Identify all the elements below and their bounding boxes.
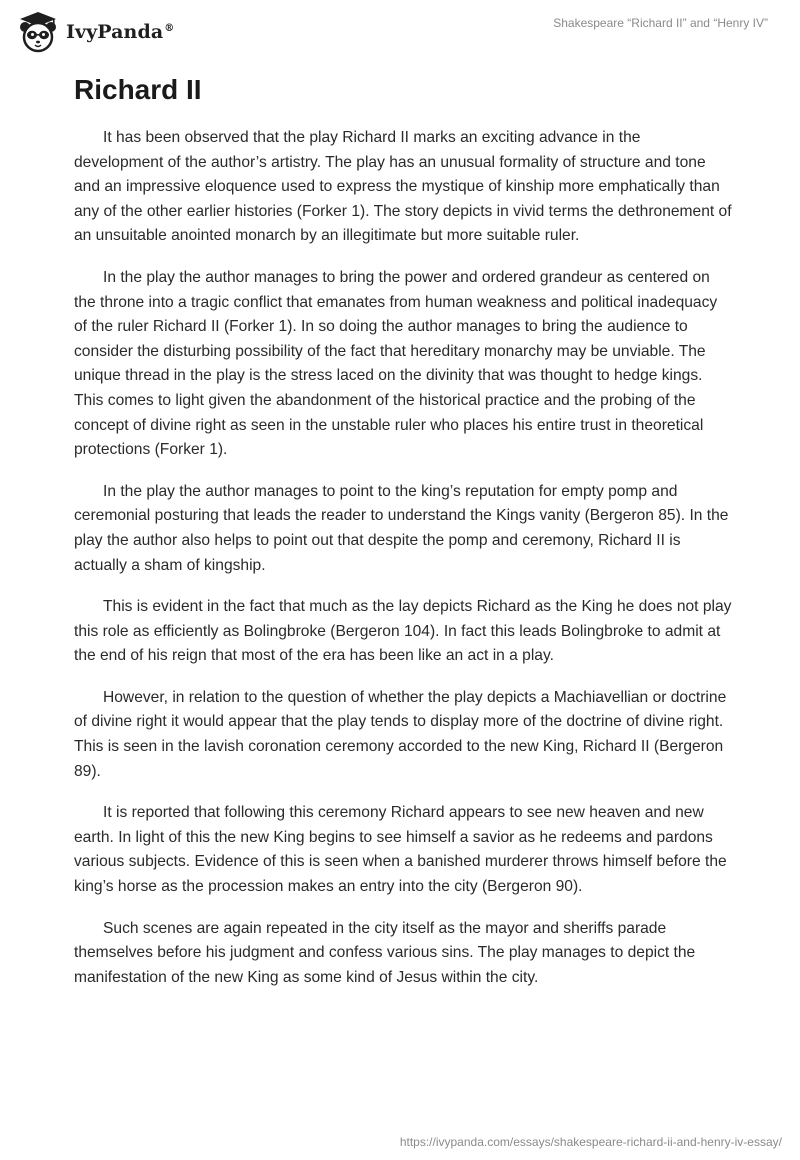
document-title: Shakespeare “Richard II” and “Henry IV” bbox=[553, 16, 768, 30]
registered-mark: ® bbox=[164, 22, 175, 34]
paragraph-5: However, in relation to the question of whether the play depicts a Machiavellian or doctrine of divine right it would appear that the play tends to display more of the doctrine of divine right. This is seen in the lavish coronation ceremony accorded to the new King, Richard II (Bergeron 89). bbox=[74, 688, 727, 780]
paragraph-3: In the play the author manages to point to the king’s reputation for empty pomp and ceremonial posturing that leads the reader to understand the Kings vanity (Bergeron 85). In the play the author also helps to point out that despite the pomp and ceremony, Richard II is actually a sham of kingship. bbox=[74, 482, 729, 574]
paragraph-6: It is reported that following this ceremony Richard appears to see new heaven and new earth. In light of this the new King begins to see himself a savior as he redeems and pardons various subjects. Evidence of this is seen when a banished murderer throws himself before the king’s horse as the procession makes an entry into the city (Bergeron 90). bbox=[74, 804, 727, 896]
paragraph-7: Such scenes are again repeated in the city itself as the mayor and sheriffs parade themselves before his judgment and confess various sins. The play manages to depict the manifestation of the new King as some kind of Jesus within the city. bbox=[74, 919, 696, 986]
essay-content bbox=[74, 72, 734, 1007]
source-url[interactable]: https://ivypanda.com/essays/shakespeare-richard-ii-and-henry-iv-essay/ bbox=[399, 1135, 782, 1149]
page-header bbox=[0, 0, 800, 66]
paragraph-1: It has been observed that the play Richard II marks an exciting advance in the development of the author’s artistry. The play has an unusual formality of structure and tone and an impressive eloquence used to express the mystique of kinship more emphatically than any of the other earlier histories (Forker 1). The story depicts in vivid terms the dethronement of an unsuitable anointed monarch by an illegitimate but more suitable ruler. bbox=[74, 129, 732, 245]
ivypanda-logo[interactable] bbox=[16, 10, 174, 54]
panda-graduation-cap-icon bbox=[16, 10, 60, 54]
section-heading: Richard II bbox=[74, 74, 202, 105]
brand-name: IvyPanda® bbox=[66, 21, 175, 43]
paragraph-4: This is evident in the fact that much as the lay depicts Richard as the King he does not play this role as efficiently as Bolingbroke (Bergeron 104). In fact this leads Bolingbroke to admit at the end of his reign that most of the era has been like an act in a play. bbox=[74, 598, 732, 665]
paragraph-2: In the play the author manages to bring the power and ordered grandeur as centered on the throne into a tragic conflict that emanates from human weakness and political inadequacy of the ruler Richard II (Forker 1). In so doing the author manages to bring the audience to consider the disturbing possibility of the fact that hereditary monarchy may be unviable. The unique thread in the play is the stress laced on the divinity that was thought to hedge kings. This comes to light given the abandonment of the historical practice and the probing of the concept of divine right as seen in the unstable ruler who places his entire trust in theoretical protections (Forker 1). bbox=[74, 268, 718, 459]
